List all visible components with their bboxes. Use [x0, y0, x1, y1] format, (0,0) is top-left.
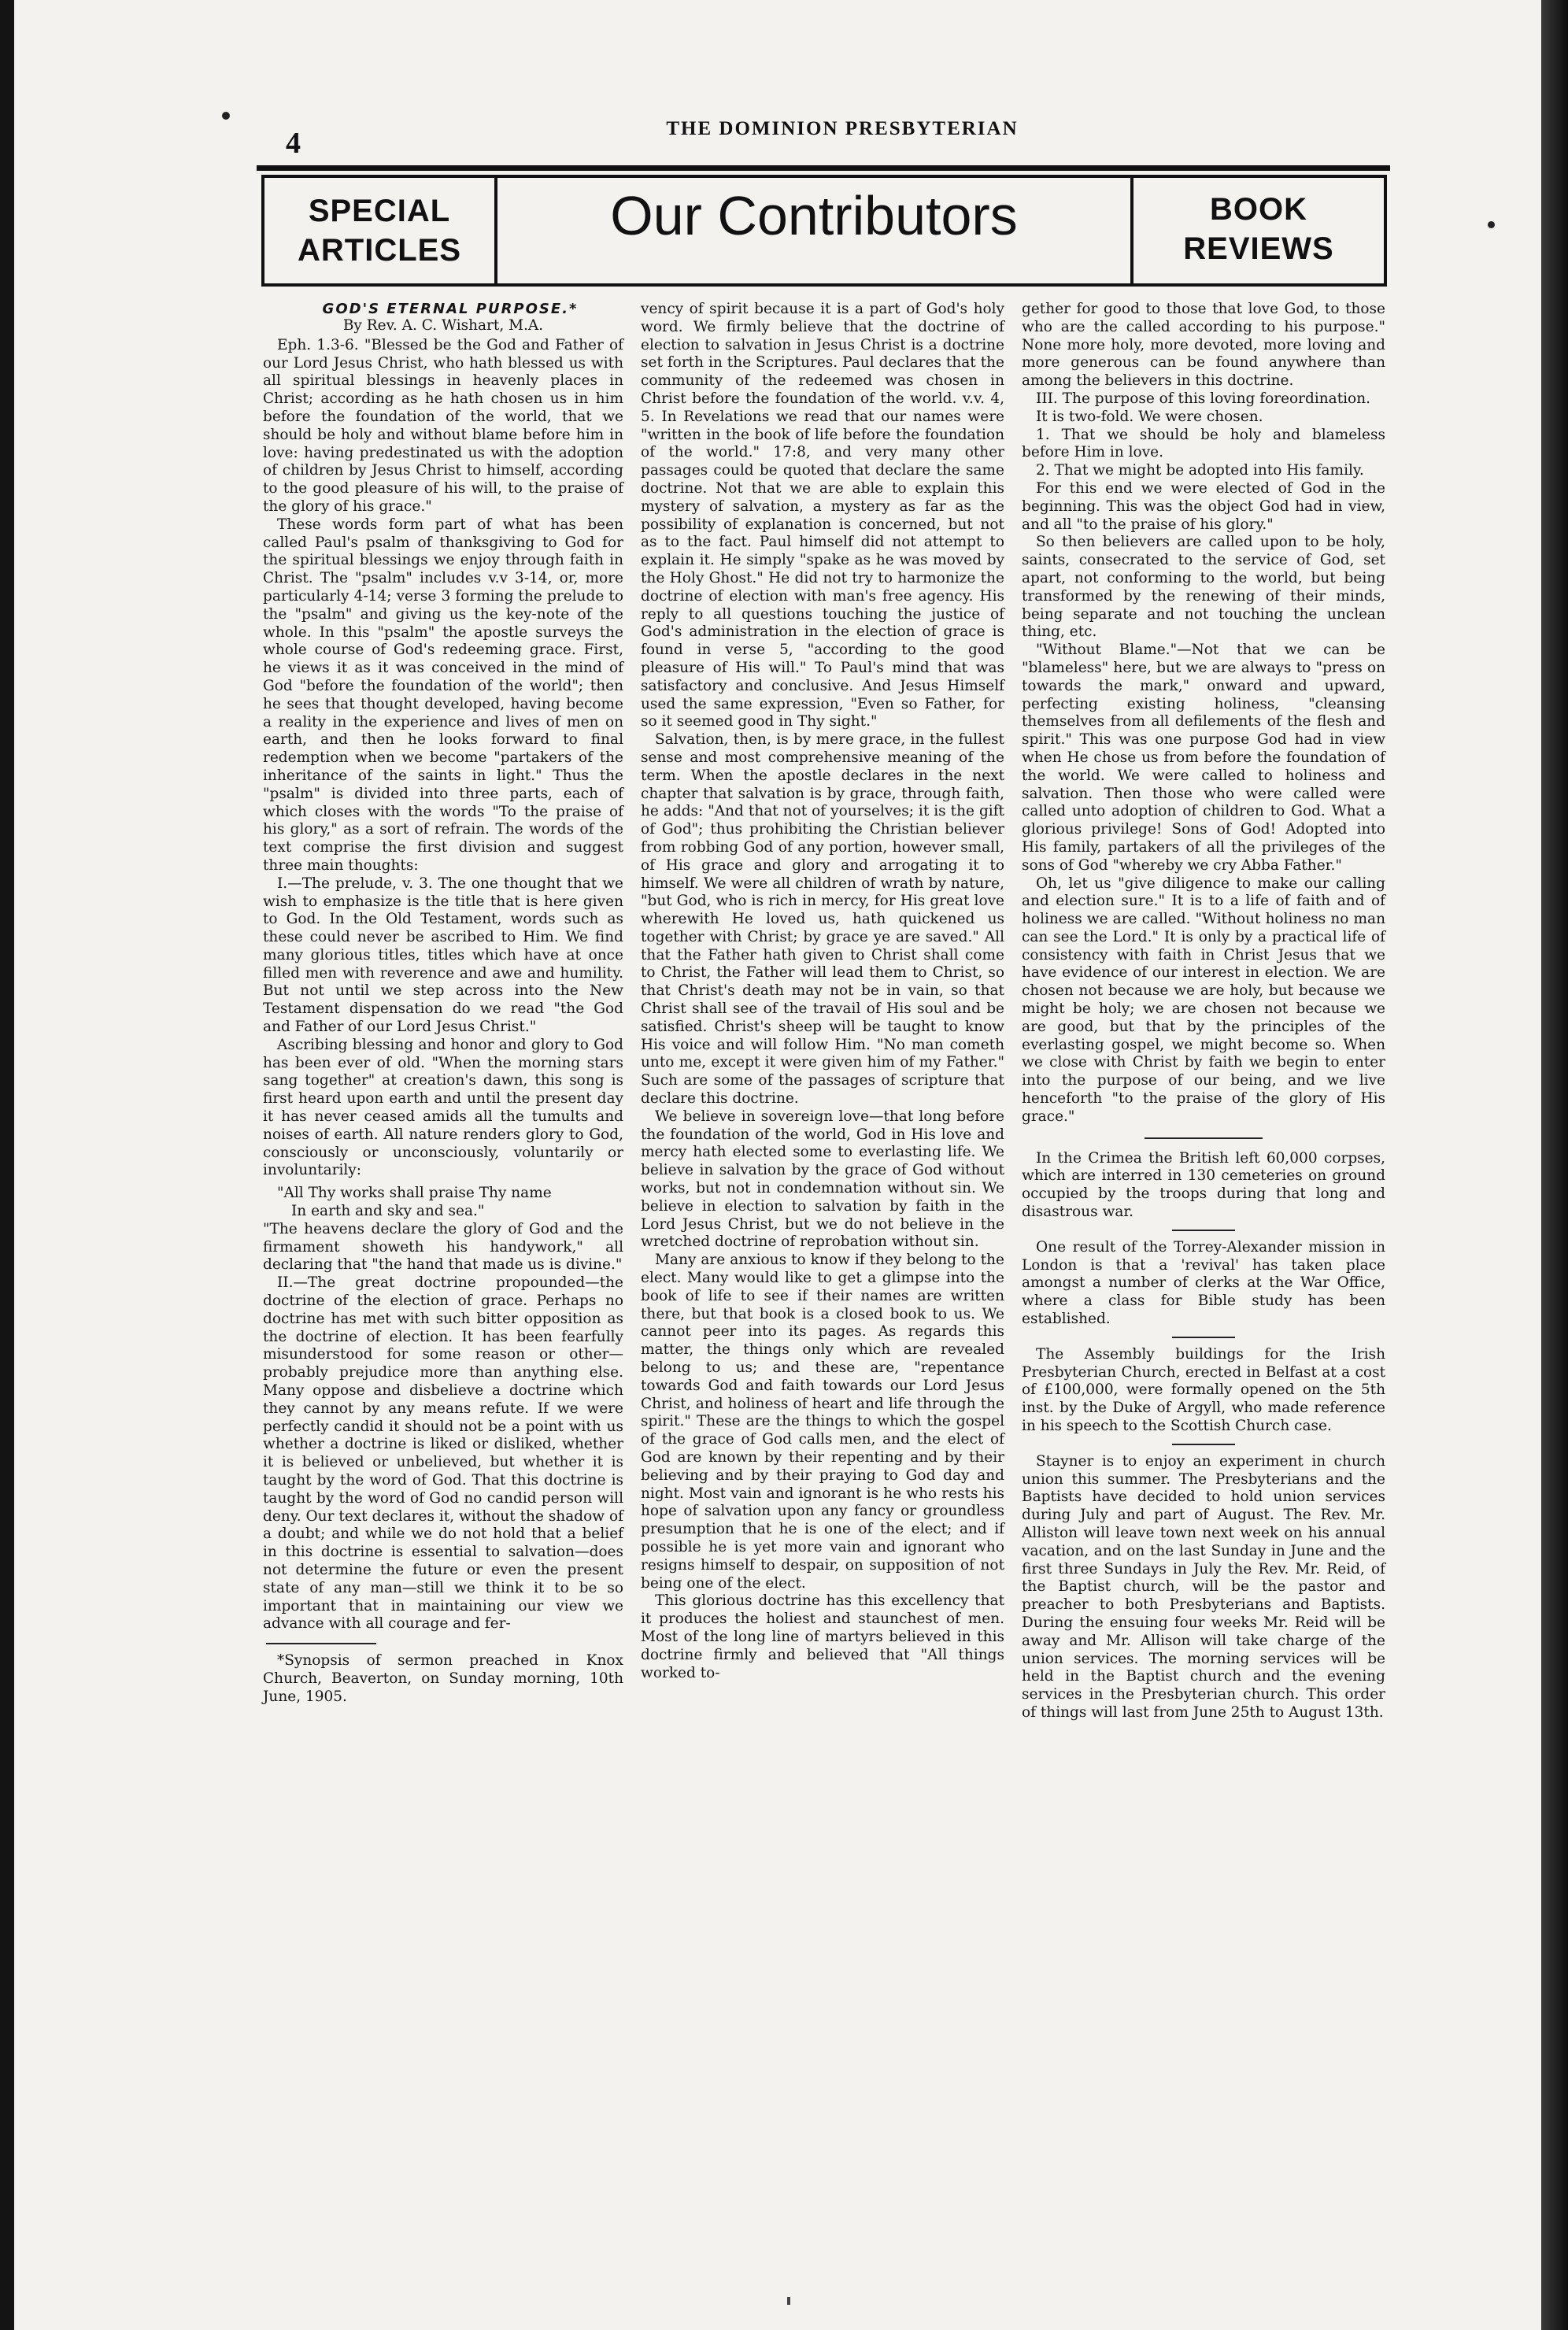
separator-rule: [1172, 1444, 1235, 1445]
article-byline: By Rev. A. C. Wishart, M.A.: [342, 317, 544, 334]
paragraph: vency of spirit because it is a part of God's holy word. We firmly believe that the doctrine of election to salvation in Jesus Christ is a doctrine set forth in the Scriptures. Paul declares that the community of the redeemed was chosen in Christ before the foundation of the world. v.v. 4, 5. In Revelations we read that our names were "written in the book of life before the foundation of the world." 17:8, and very many other passages could be quoted that declare the same doctrine. Not that we are able to explain this mystery of salvation, a mystery as far as the possibility of explanation is concerned, but not as to the fact. Paul himself did not attempt to explain it. He simply "spake as he was moved by the Holy Ghost." He did not try to harmonize the doctrine of election with man's free agency. His reply to all questions touching the justice of God's administration in the election of grace is found in verse 5, "according to the good pleasure of His will." To Paul's mind that was satisfactory and conclusive. And Jesus Himself used the same expression, "Even so Father, for so it seemed good in Thy sight.": [641, 301, 1004, 730]
news-item: One result of the Torrey-Alexander mission in London is that a 'revival' has taken place amongst a number of clerks at the War Office, where a class for Bible study has been established.: [1022, 1238, 1385, 1328]
paragraph: It is two-fold. We were chosen.: [1036, 408, 1263, 425]
paragraph: Ascribing blessing and honor and glory to God has been ever of old. "When the morning stars sang together" at creation's dawn, this song is first heard upon earth and until the present day it has never ceased amids all the tumults and noises of earth. All nature renders glory to God, consciously or unconsciously, voluntarily or involuntarily:: [263, 1036, 623, 1179]
paragraph: gether for good to those that love God, to those who are the called according to his purpose." None more holy, more devoted, more loving and more generous can be found anywhere than among the believers in this doctrine.: [1022, 301, 1385, 390]
paragraph: 1. That we should be holy and blameless before Him in love.: [1022, 426, 1385, 461]
reviews-label: REVIEWS: [1183, 231, 1334, 266]
section-banner: [257, 165, 1390, 291]
separator-rule: [1172, 1337, 1235, 1338]
ink-speck: [1488, 221, 1495, 228]
news-item: Stayner is to enjoy an experiment in church union this summer. The Presbyterians and the Baptists have decided to hold union services during July and part of August. The Rev. Mr. Alliston will leave town next week on his annual vacation, and on the last Sunday in June and the first three Sundays in July the Rev. Mr. Reid, of the Baptist church, will be the pastor and preacher to both Presbyterians and Baptists. During the ensuing four weeks Mr. Reid will be away and Mr. Allison will take charge of the union services. The morning services will be held in the Baptist church and the evening services in the Presbyterian church. This order of things will last from June 25th to August 13th.: [1022, 1452, 1385, 1721]
special-articles-box: [261, 175, 497, 287]
verse-line: "All Thy works shall praise Thy name: [277, 1185, 552, 1202]
banner-mid-rule-bottom: [497, 283, 1130, 287]
column-2: [641, 301, 1004, 1682]
footnote: *Synopsis of sermon preached in Knox Church, Beaverton, on Sunday morning, 10th June, 1905.: [263, 1652, 623, 1705]
separator-rule: [1172, 1230, 1235, 1231]
banner-mid-rule-top: [497, 175, 1130, 178]
paragraph: 2. That we might be adopted into His family.: [1036, 462, 1364, 479]
paragraph: We believe in sovereign love—that long before the foundation of the world, God in His love and mercy hath elected some to everlasting life. We believe in salvation by the grace of God without works, but not in condemnation without sin. We believe in election to salvation by faith in the Lord Jesus Christ, but we do not believe in the wretched doctrine of reprobation without sin.: [641, 1108, 1004, 1251]
paragraph: Many are anxious to know if they belong to the elect. Many would like to get a glimpse into the book of life to see if their names are written there, but that book is a closed book to us. We cannot peer into its pages. As regards this matter, the things only which are revealed belong to us; and these are, "repentance towards God and faith towards our Lord Jesus Christ, and holiness of heart and life through the spirit." These are the things to which the gospel of the grace of God calls men, and the elect of God are known by their repenting and by their believing and by their praying to God day and night. Most vain and ignorant is he who rests his hope of salvation upon any fancy or groundless presumption that he is one of the elect; and if possible he is yet more vain and ignorant who resigns himself to despair, on supposition of not being one of the elect.: [641, 1252, 1004, 1592]
paragraph: III. The purpose of this loving foreordination.: [1036, 390, 1370, 407]
banner-title: Our Contributors: [610, 185, 1018, 246]
paragraph: This glorious doctrine has this excellency that it produces the holiest and staunchest of men. Most of the long line of martyrs believed in this doctrine firmly and believed that "All things worked to-: [641, 1592, 1004, 1681]
column-3: [1022, 301, 1385, 1722]
separator-rule: [1145, 1137, 1263, 1139]
book-label: BOOK: [1210, 192, 1307, 227]
news-item: In the Crimea the British left 60,000 corpses, which are interred in 130 cemeteries on ground occupied by the troops during that long and disastrous war.: [1022, 1149, 1385, 1221]
paragraph: Oh, let us "give diligence to make our calling and election sure." It is to a life of faith and of holiness we are called. "Without holiness no man can see the Lord." It is only by a practical life of consistency with faith in Christ Jesus that we have evidence of our interest in election. We are chosen not because we are holy, but because we might be holy; we are chosen not because we are good, but that by the principles of the everlasting gospel, we might become so. When we close with Christ by faith we begin to enter into the purpose of our being, and we live henceforth "to the praise of the glory of His grace.": [1022, 875, 1385, 1125]
paragraph: For this end we were elected of God in the beginning. This was the object God had in view, and all "to the praise of his glory.": [1022, 479, 1385, 533]
verse-line: In earth and sky and sea.": [291, 1203, 485, 1220]
paragraph: II.—The great doctrine propounded—the doctrine of the election of grace. Perhaps no doctrine has met with such bitter opposition as the doctrine of election. It has been fearfully misunderstood for some reason or other—probably prejudice more than anything else. Many oppose and disbelieve a doctrine which they cannot by any means refute. If we were perfectly candid it should not be a point with us whether a doctrine is liked or disliked, whether it is believed or unbelieved, but whether it is taught by the word of God. That this doctrine is taught by the word of God no candid person will deny. Our text declares it, without the shadow of a doubt; and while we do not hold that a belief in this doctrine is essential to salvation—does not determine the future or even the present state of any man—still we think it to be so important that in maintaining our view we advance with all courage and fer-: [263, 1274, 623, 1633]
article-headline: GOD'S ETERNAL PURPOSE.*: [322, 301, 579, 317]
scan-border: [1541, 0, 1568, 2330]
column-1: [263, 301, 623, 1707]
paragraph: So then believers are called upon to be holy, saints, consecrated to the service of God, set apart, not conforming to the world, but being transformed by the renewing of their minds, being separate and not touching the unclean thing, etc.: [1022, 534, 1385, 641]
paragraph: Salvation, then, is by mere grace, in the fullest sense and most comprehensive meaning of the term. When the apostle declares in the next chapter that salvation is by grace, through faith, he adds: "And that not of yourselves; it is the gift of God"; thus prohibiting the Christian believer from robbing God of any portion, however small, of His grace and glory and arrogating it to himself. We were all children of wrath by nature, "but God, who is rich in mercy, for His great love wherewith He loved us, hath quickened us together with Christ; by grace ye are saved." All that the Father hath given to Christ shall come to Christ, the Father will lead them to Christ, so that Christ's death may not be in vain, so that Christ shall see of the travail of His soul and be satisfied. Christ's sheep will be taught to know His voice and will follow Him. "No man cometh unto me, except it were given him of my Father." Such are some of the passages of scripture that declare this doctrine.: [641, 731, 1004, 1108]
page-number: 4: [286, 127, 301, 160]
paragraph: "Without Blame."—Not that we can be "blameless" here, but we are always to "press on towards the mark," onward and upward, perfecting existing holiness, "cleansing themselves from all defilements of the flesh and spirit." This was one purpose God had in view when He chose us from before the foundation of the world. We were called to holiness and salvation. Then those who were called were called unto adoption of children to God. What a glorious privilege! Sons of God! Adopted into His family, partakers of all the privileges of the sons of God "whereby we cry Abba Father.": [1022, 642, 1385, 874]
footnote-rule: [266, 1643, 376, 1644]
ink-speck: [787, 2297, 790, 2305]
ink-speck: [222, 112, 230, 120]
banner-top-rule: [257, 165, 1390, 171]
news-item: The Assembly buildings for the Irish Presbyterian Church, erected in Belfast at a cost of £100,000, were formally opened on the 5th inst. by the Duke of Argyll, who made reference in his speech to the Scottish Church case.: [1022, 1345, 1385, 1435]
paragraph: These words form part of what has been called Paul's psalm of thanksgiving to God for the spiritual blessings we enjoy through faith in Christ. The "psalm" includes v.v 3-14, or, more particularly 4-14; verse 3 forming the prelude to the "psalm" and giving us the key-note of the whole. In this "psalm" the apostle surveys the whole course of God's redeeming grace. First, he views it as it was conceived in the mind of God "before the foundation of the world"; then he sees that thought developed, having become a reality in the experience and lives of men on earth, and then he looks forward to final redemption when we become "partakers of the inheritance of the saints in light." Thus the "psalm" is divided into three parts, each of which closes with the words "To the praise of his glory," as a sort of refrain. The words of the text comprise the first division and suggest three main thoughts:: [263, 516, 623, 874]
articles-label: ARTICLES: [298, 233, 461, 268]
paragraph: I.—The prelude, v. 3. The one thought that we wish to emphasize is the title that is here given to God. In the Old Testament, words such as these could never be ascribed to Him. We find many glorious titles, titles which have at once filled men with reverence and awe and humility. But not until we step across into the New Testament dispensation do we read "the God and Father of our Lord Jesus Christ.": [263, 875, 623, 1036]
running-head: THE DOMINION PRESBYTERIAN: [666, 118, 1019, 139]
book-reviews-box: [1130, 175, 1387, 287]
paragraph: "The heavens declare the glory of God and the firmament showeth his handywork," all declaring that "the hand that made us is divine.": [263, 1220, 623, 1274]
paragraph: Eph. 1.3-6. "Blessed be the God and Father of our Lord Jesus Christ, who hath blessed us with all spiritual blessings in heavenly places in Christ; according as he hath chosen us in him before the foundation of the world, that we should be holy and without blame before him in love: having predestinated us with the adoption of children by Jesus Christ to himself, according to the good pleasure of his will, to the praise of the glory of his grace.": [263, 336, 623, 515]
special-label: SPECIAL: [308, 194, 451, 228]
